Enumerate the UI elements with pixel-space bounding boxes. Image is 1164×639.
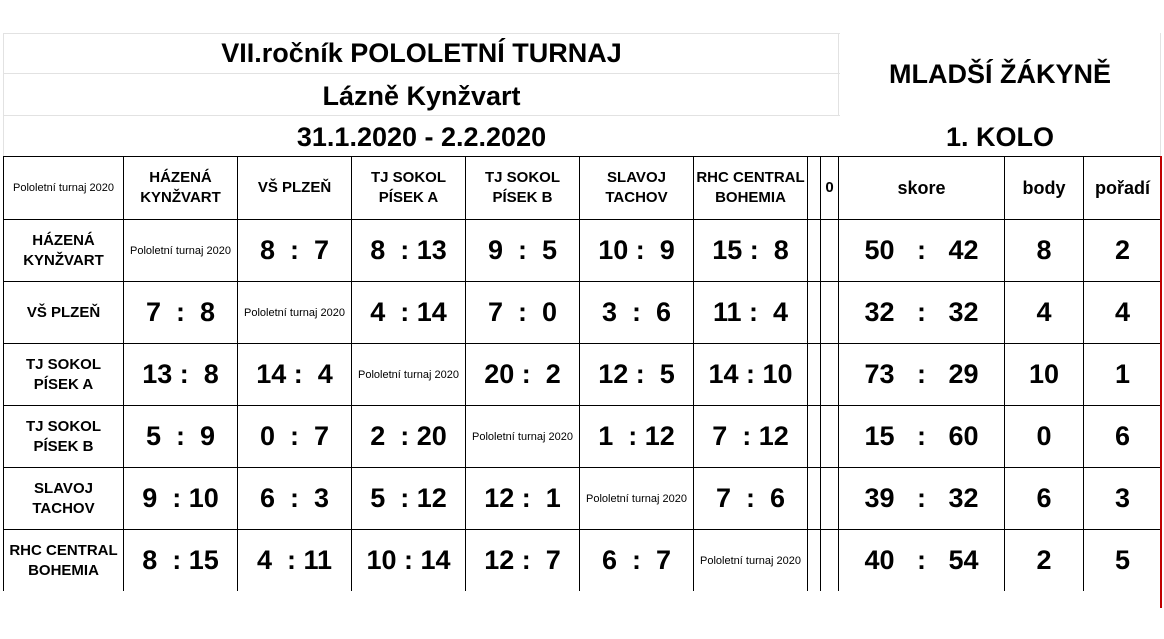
match-score: 7 : 0 (466, 282, 580, 344)
rank: 3 (1084, 468, 1162, 530)
self-match-cell: Pololetní turnaj 2020 (580, 468, 694, 530)
tournament-dates: 31.1.2020 - 2.2.2020 (296, 122, 547, 152)
corner-cell: Pololetní turnaj 2020 (4, 157, 124, 220)
right-border-line (1160, 156, 1162, 608)
skore-header: skore (839, 157, 1005, 220)
column-header: HÁZENÁ KYNŽVART (124, 157, 238, 220)
match-score: 20 : 2 (466, 344, 580, 406)
gridline (3, 33, 840, 34)
total-score: 39 : 32 (839, 468, 1005, 530)
rank: 2 (1084, 220, 1162, 282)
points: 4 (1005, 282, 1084, 344)
results-table (3, 156, 1162, 591)
team-name: HÁZENÁ KYNŽVART (4, 220, 124, 282)
match-score: 15 : 8 (694, 220, 808, 282)
match-score: 12 : 5 (580, 344, 694, 406)
empty-cell (821, 344, 839, 406)
match-score: 7 : 8 (124, 282, 238, 344)
match-score: 4 : 11 (238, 530, 352, 592)
round-title: 1. KOLO (945, 122, 1054, 152)
match-score: 9 : 5 (466, 220, 580, 282)
points: 6 (1005, 468, 1084, 530)
team-name: TJ SOKOL PÍSEK B (4, 406, 124, 468)
total-score: 73 : 29 (839, 344, 1005, 406)
table-row (4, 530, 1162, 592)
total-score: 15 : 60 (839, 406, 1005, 468)
self-match-cell: Pololetní turnaj 2020 (466, 406, 580, 468)
match-score: 2 : 20 (352, 406, 466, 468)
empty-cell (808, 530, 821, 592)
match-score: 10 : 9 (580, 220, 694, 282)
column-header: RHC CENTRAL BOHEMIA (694, 157, 808, 220)
match-score: 9 : 10 (124, 468, 238, 530)
match-score: 7 : 12 (694, 406, 808, 468)
poradi-header: pořadí (1084, 157, 1162, 220)
match-score: 10 : 14 (352, 530, 466, 592)
empty-cell (821, 530, 839, 592)
match-score: 8 : 7 (238, 220, 352, 282)
points: 10 (1005, 344, 1084, 406)
total-score: 50 : 42 (839, 220, 1005, 282)
match-score: 11 : 4 (694, 282, 808, 344)
match-score: 4 : 14 (352, 282, 466, 344)
self-match-cell: Pololetní turnaj 2020 (124, 220, 238, 282)
column-header: SLAVOJ TACHOV (580, 157, 694, 220)
empty-cell (808, 282, 821, 344)
table-row (4, 282, 1162, 344)
table-row (4, 344, 1162, 406)
rank: 6 (1084, 406, 1162, 468)
match-score: 6 : 7 (580, 530, 694, 592)
self-match-cell: Pololetní turnaj 2020 (694, 530, 808, 592)
empty-cell (808, 468, 821, 530)
table-header-row (4, 157, 1162, 220)
empty-cell (821, 406, 839, 468)
match-score: 14 : 4 (238, 344, 352, 406)
empty-cell (808, 406, 821, 468)
match-score: 13 : 8 (124, 344, 238, 406)
rank: 5 (1084, 530, 1162, 592)
column-header: TJ SOKOL PÍSEK A (352, 157, 466, 220)
empty-cell (821, 468, 839, 530)
rank: 1 (1084, 344, 1162, 406)
match-score: 12 : 1 (466, 468, 580, 530)
match-score: 12 : 7 (466, 530, 580, 592)
team-name: VŠ PLZEŇ (4, 282, 124, 344)
points: 0 (1005, 406, 1084, 468)
match-score: 8 : 15 (124, 530, 238, 592)
empty-cell (821, 220, 839, 282)
match-score: 3 : 6 (580, 282, 694, 344)
body-header: body (1005, 157, 1084, 220)
points: 8 (1005, 220, 1084, 282)
self-match-cell: Pololetní turnaj 2020 (352, 344, 466, 406)
match-score: 7 : 6 (694, 468, 808, 530)
match-score: 8 : 13 (352, 220, 466, 282)
column-header: VŠ PLZEŇ (238, 157, 352, 220)
match-score: 0 : 7 (238, 406, 352, 468)
tournament-place: Lázně Kynžvart (322, 81, 521, 111)
zero-column-header: 0 (821, 157, 839, 220)
self-match-cell: Pololetní turnaj 2020 (238, 282, 352, 344)
rank: 4 (1084, 282, 1162, 344)
match-score: 5 : 12 (352, 468, 466, 530)
table-row (4, 406, 1162, 468)
team-name: RHC CENTRAL BOHEMIA (4, 530, 124, 592)
category-title: MLADŠÍ ŽÁKYNĚ (889, 59, 1111, 89)
gridline (3, 73, 840, 74)
tournament-title: VII.ročník POLOLETNÍ TURNAJ (221, 38, 622, 68)
column-header: TJ SOKOL PÍSEK B (466, 157, 580, 220)
match-score: 14 : 10 (694, 344, 808, 406)
team-name: TJ SOKOL PÍSEK A (4, 344, 124, 406)
empty-cell (821, 282, 839, 344)
table-row (4, 220, 1162, 282)
points: 2 (1005, 530, 1084, 592)
gridline (3, 115, 840, 116)
total-score: 40 : 54 (839, 530, 1005, 592)
total-score: 32 : 32 (839, 282, 1005, 344)
empty-column-header (808, 157, 821, 220)
table-row (4, 468, 1162, 530)
empty-cell (808, 220, 821, 282)
empty-cell (808, 344, 821, 406)
match-score: 5 : 9 (124, 406, 238, 468)
gridline (1160, 33, 1161, 156)
match-score: 6 : 3 (238, 468, 352, 530)
team-name: SLAVOJ TACHOV (4, 468, 124, 530)
match-score: 1 : 12 (580, 406, 694, 468)
